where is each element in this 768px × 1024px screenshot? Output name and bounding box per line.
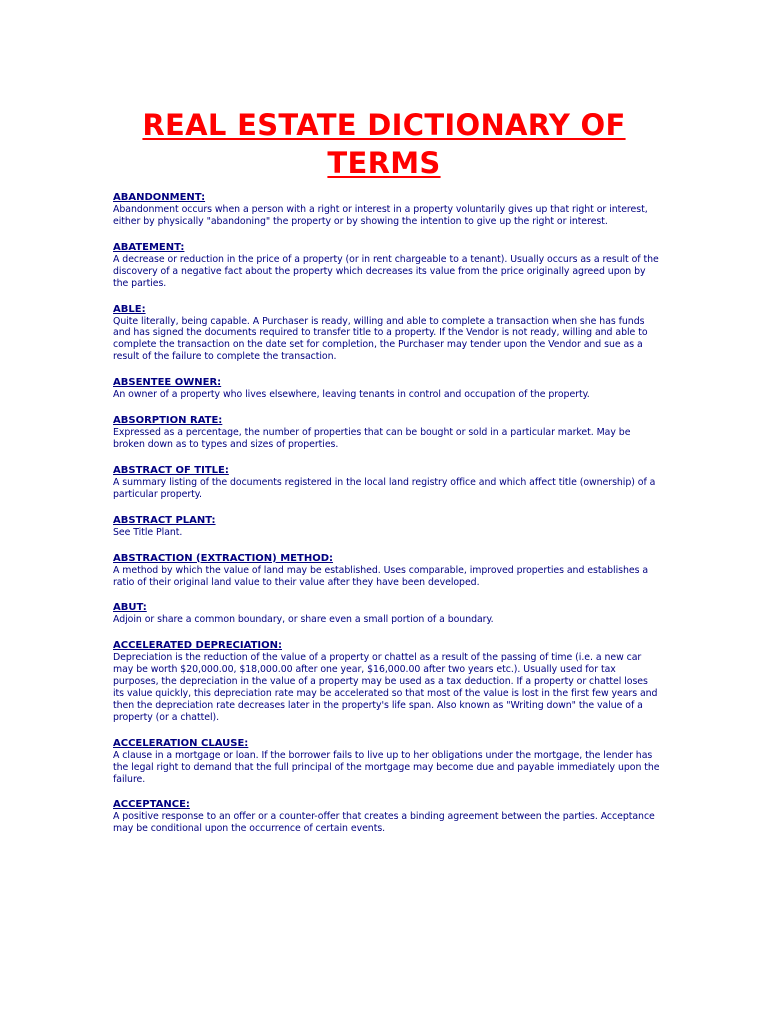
entry-definition: Quite literally, being capable. A Purchaser is ready, willing and able to complete a transaction when she has funds and has signed the documents required to transfer title to a property. If the Vendor is not ready, willing and able to complete the transaction on the date set for completion, the Purchaser may tender upon the Vendor and sue as a result of the failure to complete the transaction. — [113, 315, 648, 363]
dictionary-entry — [113, 515, 661, 539]
entry-term: ABANDONMENT: — [113, 192, 206, 203]
entry-definition: A method by which the value of land may be established. Uses comparable, improved properties and establishes a ratio of their original land value to their value after they have been developed. — [113, 564, 649, 588]
entry-term: ACCELERATED DEPRECIATION: — [113, 640, 282, 652]
dictionary-entry — [113, 799, 661, 835]
entry-term: ABUT: — [113, 602, 147, 614]
title-line-1: REAL ESTATE DICTIONARY OF — [142, 108, 626, 142]
dictionary-entries — [113, 192, 661, 849]
dictionary-entry — [113, 242, 661, 290]
entry-term: ACCEPTANCE: — [113, 799, 190, 811]
entry-term: ABSTRACTION (EXTRACTION) METHOD: — [113, 552, 334, 564]
entry-term: ABLE: — [113, 303, 146, 315]
dictionary-entry — [113, 415, 661, 451]
dictionary-entry — [113, 465, 661, 501]
entry-term: ACCELERATION CLAUSE: — [113, 737, 249, 749]
entry-term: ABSTRACT PLANT: — [113, 514, 216, 526]
entry-term: ABATEMENT: — [113, 241, 185, 253]
entry-definition: A clause in a mortgage or loan. If the borrower fails to live up to her obligations under the mortgage, the lender has the legal right to demand that the full principal of the mortgage may become due and payable immediately upon the failure. — [113, 749, 660, 785]
dictionary-entry — [113, 553, 661, 589]
entry-definition: A summary listing of the documents registered in the local land registry office and which affect title (ownership) of a particular property. — [113, 476, 656, 500]
page-title — [100, 106, 668, 182]
dictionary-entry — [113, 602, 661, 626]
title-line-2: TERMS — [327, 146, 441, 180]
entry-definition: Depreciation is the reduction of the value of a property or chattel as a result of the passing of time (i.e. a new car may be worth $20,000.00, $18,000.00 after one year, $16,000.00 after two years etc.). Usually used for tax purposes, the depreciation in the value of a property may be used as a tax deduction. If a property or chattel loses its value quickly, this depreciation rate may be accelerated so that most of the value is lost in the first few years and then the depreciation rate decreases later in the property's life span. Also known as "Writing down" the value of a property (or a chattel). — [113, 652, 658, 723]
entry-definition: Adjoin or share a common boundary, or share even a small portion of a boundary. — [113, 614, 494, 626]
entry-definition: A positive response to an offer or a counter-offer that creates a binding agreement between the parties. Acceptance may be conditional upon the occurrence of certain events. — [113, 811, 655, 835]
entry-definition: An owner of a property who lives elsewhere, leaving tenants in control and occupation of the property. — [113, 389, 590, 401]
entry-term: ABSTRACT OF TITLE: — [113, 464, 229, 476]
entry-definition: Abandonment occurs when a person with a right or interest in a property voluntarily gives up that right or interest, either by physically "abandoning" the property or by showing the intention to give up the right or interest. — [113, 204, 648, 227]
entry-definition: Expressed as a percentage, the number of properties that can be bought or sold in a particular market. May be broken down as to types and sizes of properties. — [113, 427, 631, 450]
entry-term: ABSENTEE OWNER: — [113, 377, 222, 389]
entry-definition: See Title Plant. — [113, 526, 183, 538]
entry-term: ABSORPTION RATE: — [113, 415, 223, 427]
dictionary-entry — [113, 377, 661, 401]
entry-definition: A decrease or reduction in the price of a property (or in rent chargeable to a tenant). Usually occurs as a result of the discovery of a negative fact about the property which decreases its value from the price originally agreed upon by the parties. — [113, 253, 659, 289]
dictionary-entry — [113, 738, 661, 786]
dictionary-entry — [113, 640, 661, 723]
dictionary-entry — [113, 192, 661, 228]
dictionary-entry — [113, 304, 661, 364]
